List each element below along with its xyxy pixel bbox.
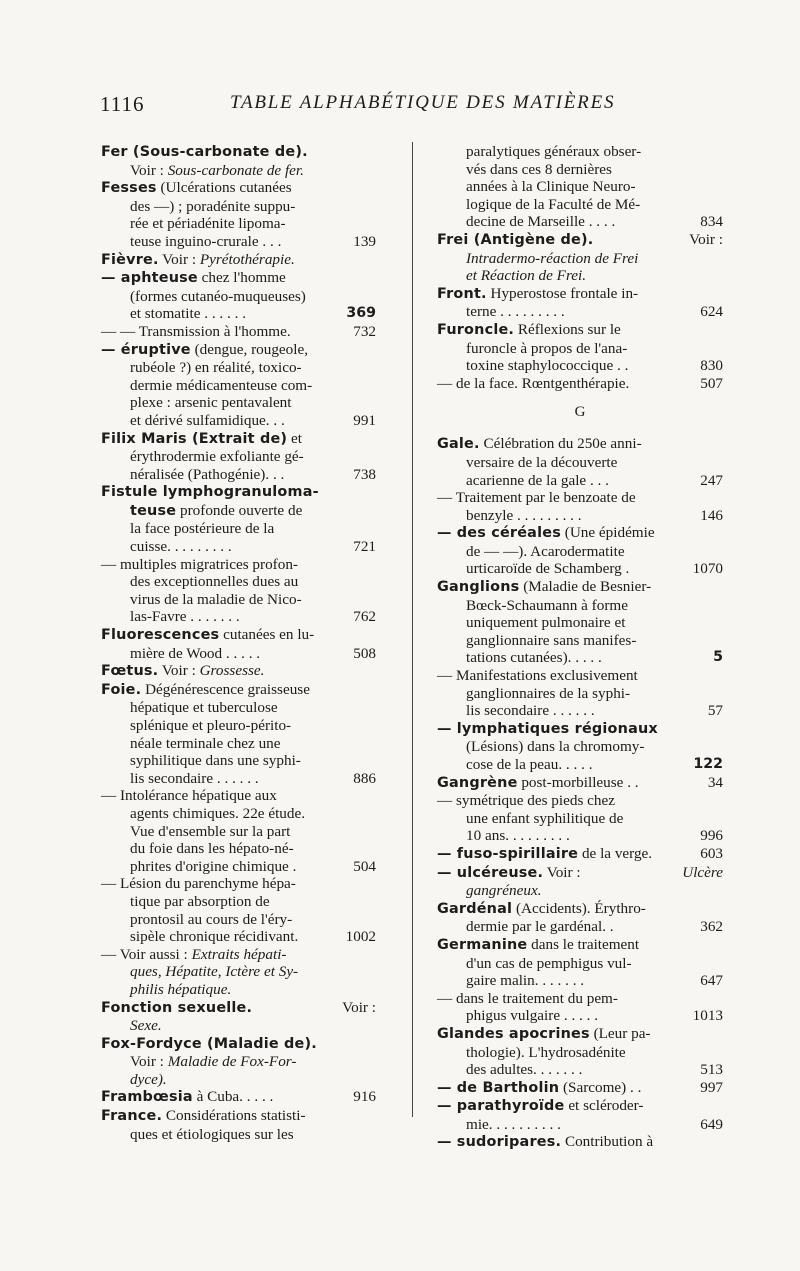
headword: Fer (Sous-carbonate de). [101,144,308,160]
headword: Furoncle. [437,321,515,338]
page-header [100,92,616,116]
index-entry: Fœtus. Voir : Grossesse. [101,662,265,680]
page-ref: 34 [707,773,723,791]
index-entry: Gardénal (Accidents). Érythro- dermie par le gardénal. . 362 [437,899,723,936]
headword: — de Bartholin [437,1079,560,1096]
headword: Frambœsia [101,1089,193,1106]
page-ref: 762 [353,608,376,626]
page-ref: 738 [353,465,376,483]
running-title: TABLE ALPHABÉTIQUE DES MATIÈRES [230,92,616,113]
page-ref: 513 [700,1061,723,1079]
page-ref: 1013 [692,1007,723,1025]
headword: Frei (Antigène de). [437,231,594,248]
index-entry: Front. Hyperostose frontale in- terne . . . . . . . . . 624 [437,284,723,321]
index-entry: — lymphatiques régionaux (Lésions) dans la chromomy- cose de la peau. . . . . 122 [437,720,723,773]
index-entry: — — Transmission à l'homme. 732 [101,322,376,340]
page-ref: 996 [700,827,723,845]
index-entry: Gangrène post-morbilleuse . . 34 [437,773,723,791]
headword: — ulcéreuse. [437,864,544,881]
index-entry: — aphteuse chez l'homme (formes cutanéo-muqueuses) et stomatite . . . . . . 369 [101,269,376,323]
index-entry: — Voir aussi : Extraits hépati- ques, Hépatite, Ictère et Sy- philis hépatique. [101,945,299,998]
page-ref: 5 [713,649,723,666]
page-ref: 997 [700,1078,723,1096]
index-entry: Frei (Antigène de). Voir : Intradermo-réaction de Frei et Réaction de Frei. [437,230,723,285]
index-entry: — ulcéreuse. Voir : Ulcère gangréneux. [437,863,723,900]
index-entry: Furoncle. Réflexions sur le furoncle à propos de l'ana- toxine staphylococcique . . 830 [437,320,723,375]
index-entry: Filix Maris (Extrait de) et érythrodermie exfoliante gé- néralisée (Pathogénie). . . 738 [101,429,376,483]
page-ref: 362 [700,918,723,936]
page-ref: 57 [707,702,723,720]
page-ref: 647 [700,972,723,990]
index-entry: Fièvre. Voir : Pyrétothérapie. [101,250,295,268]
index-entry: — Manifestations exclusivement ganglionnaires de la syphi- lis secondaire . . . . . . 57 [437,667,723,720]
headword: — aphteuse [101,270,198,287]
page-ref: 247 [700,471,723,489]
headword: — lymphatiques régionaux [437,720,658,737]
index-entry: paralytiques généraux obser- vés dans ces 8 dernières années à la Clinique Neuro- logique de la Faculté de Mé- decine de Marseille . . . . 834 [466,143,723,231]
headword: Gangrène [437,774,518,791]
page-ref: 122 [693,756,723,772]
headword: Gale. [437,436,480,453]
index-entry: Fistule lymphogranuloma- teuse profonde ouverte de la face postérieure de la cuisse. . . . . . . . . 721 [101,484,376,556]
page-ref: 834 [700,213,723,231]
headword: — des céréales [437,525,561,542]
column-divider [412,142,413,1117]
page-ref: 504 [353,857,376,875]
page-ref: 507 [700,374,723,392]
page-ref: 146 [700,506,723,524]
page-ref: 369 [346,305,376,322]
left-column [101,143,376,1143]
index-entry: Gale. Célébration du 250e anni- versaire de la découverte acarienne de la gale . . . 247 [437,435,723,489]
headword: Fœtus. [101,663,159,680]
page-ref: 830 [700,357,723,375]
index-entry: — fuso-spirillaire de la verge. 603 [437,844,723,862]
headword: Front. [437,285,487,302]
headword: Ganglions [437,579,520,596]
index-entry: Foie. Dégénérescence graisseuse hépatique et tuberculose splénique et pleuro-périto- néale terminale chez une syphilitique dans une syphi- lis secondaire . . . . . . 886 [101,680,376,787]
index-entry: — de Bartholin (Sarcome) . . 997 [437,1078,723,1096]
headword: — sudoripares. [437,1134,562,1151]
index-entry: — Intolérance hépatique aux agents chimiques. 22e étude. Vue d'ensemble sur la part du foie dans les hépato-né- phrites d'origine chimique . 504 [101,787,376,875]
page-ref: 649 [700,1115,723,1133]
headword: Fesses [101,180,157,197]
index-entry: Fer (Sous-carbonate de). Voir : Sous-carbonate de fer. [101,144,308,179]
index-entry: Fesses (Ulcérations cutanées des —) ; poradénite suppu- rée et périadénite lipoma- teuse inguino-crurale . . . 139 [101,179,376,250]
index-entry: — sudoripares. Contribution à [437,1133,654,1151]
right-column [437,143,723,1152]
page-ref: 721 [353,538,376,556]
index-entry: — multiples migratrices profon- des exceptionnelles dues au virus de la maladie de Nico- las-Favre . . . . . . . 762 [101,555,376,626]
page-ref: 603 [700,844,723,862]
page-ref: 886 [353,769,376,787]
index-entry: Germanine dans le traitement d'un cas de pemphigus vul- gaire malin. . . . . . . 647 [437,935,723,990]
index-entry: Glandes apocrines (Leur pa- thologie). L'hydrosadénite des adultes. . . . . . . 513 [437,1024,723,1079]
headword: Fistule lymphogranuloma- [101,484,319,501]
section-letter: G [574,404,586,421]
headword: Germanine [437,936,528,953]
headword: Glandes apocrines [437,1025,590,1042]
headword: — éruptive [101,341,191,358]
index-entry: — dans le traitement du pem- phigus vulgaire . . . . . 1013 [437,989,723,1025]
index-entry: — Lésion du parenchyme hépa- tique par absorption de prontosil au cours de l'éry- sipèle chronique récidivant. 1002 [101,875,376,946]
page-ref: 732 [353,322,376,340]
index-entry: — de la face. Rœntgenthérapie. 507 [437,374,723,392]
headword: Fonction sexuelle. [101,999,253,1016]
headword: — fuso-spirillaire [437,845,579,862]
page-ref: 916 [353,1088,376,1106]
page-ref: 139 [353,232,376,250]
page-ref: 508 [353,644,376,662]
index-entry: France. Considérations statisti- ques et étiologiques sur les [101,1107,306,1143]
page-ref: 1070 [692,560,723,578]
index-entry: Fox-Fordyce (Maladie de). Voir : Maladie de Fox-For- dyce). [101,1035,317,1088]
page-ref: 624 [700,303,723,321]
index-entry: Fluorescences cutanées en lu- mière de Wood . . . . . 508 [101,626,376,662]
page-ref: 991 [353,411,376,429]
index-entry: Fonction sexuelle. Voir : Sexe. [101,998,376,1035]
index-entry: — symétrique des pieds chez une enfant syphilitique de 10 ans. . . . . . . . . 996 [437,792,723,845]
index-entry: Ganglions (Maladie de Besnier- Bœck-Schaumann à forme uniquement pulmonaire et ganglionnaire sans manifes- tations cutanées). . . . . 5 [437,578,723,667]
page-number: 1116 [100,92,145,116]
headword: Gardénal [437,900,513,917]
headword: France. [101,1108,163,1125]
headword: — parathyroïde [437,1098,565,1115]
index-entry: Frambœsia à Cuba. . . . . 916 [101,1088,376,1106]
headword: Fluorescences [101,627,220,644]
headword: Filix Maris (Extrait de) [101,430,288,447]
headword: Fièvre. [101,251,159,268]
index-entry: — des céréales (Une épidémie de — —). Acarodermatite urticaroïde de Schamberg . 1070 [437,524,723,578]
index-entry: — éruptive (dengue, rougeole, rubéole ?) en réalité, toxico- dermie médicamenteuse com- plexe : arsenic pentavalent et dérivé sulfamidique. . . 991 [101,340,376,429]
headword: Fox-Fordyce (Maladie de). [101,1035,317,1052]
page-ref: 1002 [345,928,376,946]
index-entry: — parathyroïde et scléroder- mie. . . . . . . . . . 649 [437,1097,723,1133]
index-entry: — Traitement par le benzoate de benzyle . . . . . . . . . 146 [437,489,723,524]
headword: Foie. [101,681,142,698]
